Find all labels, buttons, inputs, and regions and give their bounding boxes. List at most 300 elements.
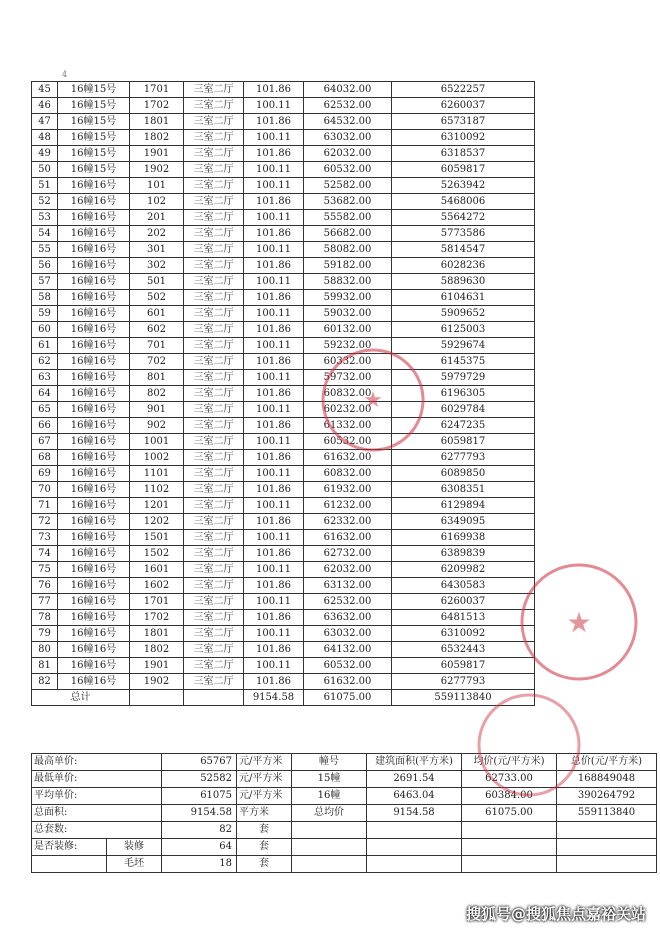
cell-layout: 三室二厅 bbox=[184, 434, 244, 450]
cell-layout: 三室二厅 bbox=[184, 306, 244, 322]
cell-area: 101.86 bbox=[244, 450, 304, 466]
cell-layout: 三室二厅 bbox=[184, 354, 244, 370]
cell-total: 6145375 bbox=[392, 354, 535, 370]
cell-seq: 82 bbox=[32, 674, 58, 690]
min-price-value: 52582 bbox=[162, 771, 237, 788]
cell-total: 5468006 bbox=[392, 194, 535, 210]
cell-layout: 三室二厅 bbox=[184, 290, 244, 306]
table-row bbox=[32, 114, 535, 130]
table-row bbox=[32, 466, 535, 482]
cell-unit: 1502 bbox=[130, 546, 184, 562]
cell-seq: 77 bbox=[32, 594, 58, 610]
cell-seq: 73 bbox=[32, 530, 58, 546]
cell-total: 5909652 bbox=[392, 306, 535, 322]
table-row bbox=[32, 338, 535, 354]
avg-header: 均价(元/平方米) bbox=[462, 754, 557, 771]
building-16-area: 6463.04 bbox=[367, 788, 462, 805]
cell-unit: 601 bbox=[130, 306, 184, 322]
cell-area: 101.86 bbox=[244, 258, 304, 274]
cell-layout: 三室二厅 bbox=[184, 642, 244, 658]
cell-layout: 三室二厅 bbox=[184, 242, 244, 258]
cell-layout: 三室二厅 bbox=[184, 322, 244, 338]
table-row bbox=[32, 642, 535, 658]
total-label: 总计 bbox=[32, 690, 130, 706]
cell-layout: 三室二厅 bbox=[184, 274, 244, 290]
cell-total: 6318537 bbox=[392, 146, 535, 162]
table-row bbox=[32, 514, 535, 530]
empty-cell bbox=[462, 822, 557, 839]
cell-building: 16幢15号 bbox=[58, 82, 130, 98]
cell-unit: 1602 bbox=[130, 578, 184, 594]
cell-layout: 三室二厅 bbox=[184, 162, 244, 178]
sqm-label: 平方米 bbox=[237, 805, 292, 822]
watermark-footer: 搜狐号@搜狐焦点嘉裕关站 bbox=[465, 905, 646, 923]
summary-row bbox=[32, 788, 657, 805]
cell-building: 16幢15号 bbox=[58, 114, 130, 130]
cell-total: 6059817 bbox=[392, 162, 535, 178]
table-row bbox=[32, 130, 535, 146]
cell-building: 16幢16号 bbox=[58, 194, 130, 210]
table-row bbox=[32, 594, 535, 610]
table-row bbox=[32, 562, 535, 578]
cell-area: 101.86 bbox=[244, 322, 304, 338]
cell-building: 16幢16号 bbox=[58, 658, 130, 674]
cell-price: 64132.00 bbox=[304, 642, 392, 658]
table-row bbox=[32, 450, 535, 466]
cell-price: 58832.00 bbox=[304, 274, 392, 290]
cell-price: 61632.00 bbox=[304, 530, 392, 546]
cell-area: 100.11 bbox=[244, 434, 304, 450]
cell-building: 16幢16号 bbox=[58, 434, 130, 450]
cell-layout: 三室二厅 bbox=[184, 562, 244, 578]
summary-row bbox=[32, 856, 657, 873]
cell-area: 100.11 bbox=[244, 402, 304, 418]
cell-total: 6260037 bbox=[392, 98, 535, 114]
cell-unit: 1701 bbox=[130, 594, 184, 610]
cell-area: 101.86 bbox=[244, 290, 304, 306]
cell-area: 101.86 bbox=[244, 146, 304, 162]
cell-layout: 三室二厅 bbox=[184, 210, 244, 226]
cell-unit: 1802 bbox=[130, 130, 184, 146]
cell-building: 16幢16号 bbox=[58, 258, 130, 274]
cell-unit: 1801 bbox=[130, 114, 184, 130]
cell-price: 60532.00 bbox=[304, 162, 392, 178]
cell-price: 60332.00 bbox=[304, 354, 392, 370]
cell-area: 100.11 bbox=[244, 370, 304, 386]
cell-area: 100.11 bbox=[244, 530, 304, 546]
cell-total: 6389839 bbox=[392, 546, 535, 562]
set-unit: 套 bbox=[237, 822, 292, 839]
cell-layout: 三室二厅 bbox=[184, 114, 244, 130]
cell-seq: 80 bbox=[32, 642, 58, 658]
cell-layout: 三室二厅 bbox=[184, 178, 244, 194]
cell-layout: 三室二厅 bbox=[184, 594, 244, 610]
cell-seq: 58 bbox=[32, 290, 58, 306]
cell-unit: 201 bbox=[130, 210, 184, 226]
cell-unit: 101 bbox=[130, 178, 184, 194]
cell-seq: 76 bbox=[32, 578, 58, 594]
cell-total: 6430583 bbox=[392, 578, 535, 594]
cell-building: 16幢16号 bbox=[58, 402, 130, 418]
cell-price: 64032.00 bbox=[304, 82, 392, 98]
cell-building: 16幢16号 bbox=[58, 642, 130, 658]
cell-unit: 1102 bbox=[130, 482, 184, 498]
cell-building: 16幢16号 bbox=[58, 178, 130, 194]
cell-price: 63632.00 bbox=[304, 610, 392, 626]
cell-seq: 75 bbox=[32, 562, 58, 578]
cell-area: 100.11 bbox=[244, 626, 304, 642]
cell-layout: 三室二厅 bbox=[184, 338, 244, 354]
building-16-total: 390264792 bbox=[557, 788, 657, 805]
cell-area: 100.11 bbox=[244, 338, 304, 354]
cell-building: 16幢16号 bbox=[58, 210, 130, 226]
cell-seq: 66 bbox=[32, 418, 58, 434]
total-avg-price: 61075.00 bbox=[304, 690, 392, 706]
summary-row bbox=[32, 771, 657, 788]
table-row bbox=[32, 210, 535, 226]
cell-seq: 68 bbox=[32, 450, 58, 466]
cell-layout: 三室二厅 bbox=[184, 258, 244, 274]
cell-building: 16幢16号 bbox=[58, 546, 130, 562]
cell-layout: 三室二厅 bbox=[184, 386, 244, 402]
cell-unit: 1902 bbox=[130, 162, 184, 178]
cell-total: 6277793 bbox=[392, 450, 535, 466]
empty-cell bbox=[367, 822, 462, 839]
cell-unit: 1702 bbox=[130, 610, 184, 626]
empty-cell bbox=[367, 839, 462, 856]
svg-text:★: ★ bbox=[566, 606, 592, 639]
cell-building: 16幢16号 bbox=[58, 674, 130, 690]
cell-total: 6260037 bbox=[392, 594, 535, 610]
building-16-avg: 60384.00 bbox=[462, 788, 557, 805]
cell-total: 5979729 bbox=[392, 370, 535, 386]
cell-unit: 602 bbox=[130, 322, 184, 338]
cell-area: 100.11 bbox=[244, 178, 304, 194]
cell-seq: 45 bbox=[32, 82, 58, 98]
cell-unit: 702 bbox=[130, 354, 184, 370]
cell-seq: 53 bbox=[32, 210, 58, 226]
cell-building: 16幢16号 bbox=[58, 530, 130, 546]
table-row bbox=[32, 162, 535, 178]
cell-unit: 1101 bbox=[130, 466, 184, 482]
cell-total: 6104631 bbox=[392, 290, 535, 306]
empty-cell bbox=[367, 856, 462, 873]
cell-layout: 三室二厅 bbox=[184, 482, 244, 498]
cell-total: 5564272 bbox=[392, 210, 535, 226]
cell-layout: 三室二厅 bbox=[184, 498, 244, 514]
max-price-value: 65767 bbox=[162, 754, 237, 771]
cell-layout: 三室二厅 bbox=[184, 610, 244, 626]
cell-price: 63032.00 bbox=[304, 626, 392, 642]
cell-unit: 202 bbox=[130, 226, 184, 242]
cell-price: 58082.00 bbox=[304, 242, 392, 258]
cell-total: 6532443 bbox=[392, 642, 535, 658]
cell-total: 5773586 bbox=[392, 226, 535, 242]
max-price-label: 最高单价: bbox=[32, 754, 162, 771]
cell-area: 100.11 bbox=[244, 594, 304, 610]
rough-count: 18 bbox=[162, 856, 237, 873]
cell-seq: 78 bbox=[32, 610, 58, 626]
cell-area: 101.86 bbox=[244, 82, 304, 98]
cell-unit: 1901 bbox=[130, 658, 184, 674]
cell-seq: 51 bbox=[32, 178, 58, 194]
table-row bbox=[32, 194, 535, 210]
cell-building: 16幢15号 bbox=[58, 146, 130, 162]
cell-unit: 902 bbox=[130, 418, 184, 434]
cell-layout: 三室二厅 bbox=[184, 658, 244, 674]
building-15-area: 2691.54 bbox=[367, 771, 462, 788]
cell-price: 61632.00 bbox=[304, 450, 392, 466]
cell-price: 62032.00 bbox=[304, 562, 392, 578]
svg-text:★: ★ bbox=[363, 388, 383, 413]
unit-label: 元/平方米 bbox=[237, 771, 292, 788]
cell-area: 100.11 bbox=[244, 562, 304, 578]
building-15-avg: 62733.00 bbox=[462, 771, 557, 788]
cell-building: 16幢16号 bbox=[58, 306, 130, 322]
cell-total: 6029784 bbox=[392, 402, 535, 418]
cell-unit: 1901 bbox=[130, 146, 184, 162]
cell-price: 60832.00 bbox=[304, 466, 392, 482]
cell-price: 60832.00 bbox=[304, 386, 392, 402]
empty-cell bbox=[557, 839, 657, 856]
cell-area: 101.86 bbox=[244, 386, 304, 402]
cell-price: 60132.00 bbox=[304, 322, 392, 338]
cell-layout: 三室二厅 bbox=[184, 370, 244, 386]
cell-area: 100.11 bbox=[244, 242, 304, 258]
cell-building: 16幢16号 bbox=[58, 242, 130, 258]
cell-building: 16幢16号 bbox=[58, 466, 130, 482]
cell-price: 60532.00 bbox=[304, 434, 392, 450]
cell-seq: 71 bbox=[32, 498, 58, 514]
cell-area: 100.11 bbox=[244, 274, 304, 290]
building-16-name: 16幢 bbox=[292, 788, 367, 805]
cell-price: 63132.00 bbox=[304, 578, 392, 594]
summary-row bbox=[32, 754, 657, 771]
cell-layout: 三室二厅 bbox=[184, 402, 244, 418]
total-sets-value: 82 bbox=[162, 822, 237, 839]
cell-unit: 1702 bbox=[130, 98, 184, 114]
cell-total: 5929674 bbox=[392, 338, 535, 354]
cell-price: 59032.00 bbox=[304, 306, 392, 322]
cell-unit: 1001 bbox=[130, 434, 184, 450]
cell-area: 101.86 bbox=[244, 194, 304, 210]
cell-total: 6089850 bbox=[392, 466, 535, 482]
cell-total: 6310092 bbox=[392, 626, 535, 642]
cell-unit: 1002 bbox=[130, 450, 184, 466]
cell-price: 62332.00 bbox=[304, 514, 392, 530]
building-15-total: 168849048 bbox=[557, 771, 657, 788]
cell-price: 61332.00 bbox=[304, 418, 392, 434]
table-row bbox=[32, 322, 535, 338]
cell-unit: 1202 bbox=[130, 514, 184, 530]
overall-avg: 61075.00 bbox=[462, 805, 557, 822]
empty-cell bbox=[462, 839, 557, 856]
cell-seq: 55 bbox=[32, 242, 58, 258]
cell-price: 59732.00 bbox=[304, 370, 392, 386]
cell-building: 16幢16号 bbox=[58, 354, 130, 370]
cell-total: 6209982 bbox=[392, 562, 535, 578]
cell-price: 55582.00 bbox=[304, 210, 392, 226]
cell-price: 61932.00 bbox=[304, 482, 392, 498]
table-row bbox=[32, 610, 535, 626]
table-row bbox=[32, 434, 535, 450]
cell-building: 16幢16号 bbox=[58, 386, 130, 402]
cell-seq: 56 bbox=[32, 258, 58, 274]
cell-seq: 69 bbox=[32, 466, 58, 482]
cell-seq: 65 bbox=[32, 402, 58, 418]
cell-total: 6277793 bbox=[392, 674, 535, 690]
table-row bbox=[32, 274, 535, 290]
building-15-name: 15幢 bbox=[292, 771, 367, 788]
decorated-type: 装修 bbox=[107, 839, 162, 856]
cell-total: 6247235 bbox=[392, 418, 535, 434]
cell-layout: 三室二厅 bbox=[184, 130, 244, 146]
cell-area: 101.86 bbox=[244, 514, 304, 530]
cell-area: 101.86 bbox=[244, 546, 304, 562]
overall-label: 总均价 bbox=[292, 805, 367, 822]
cell-price: 63032.00 bbox=[304, 130, 392, 146]
cell-price: 60532.00 bbox=[304, 658, 392, 674]
table-row bbox=[32, 82, 535, 98]
cell-layout: 三室二厅 bbox=[184, 418, 244, 434]
cell-unit: 102 bbox=[130, 194, 184, 210]
cell-seq: 54 bbox=[32, 226, 58, 242]
cell-building: 16幢16号 bbox=[58, 290, 130, 306]
total-area-label: 总面积: bbox=[32, 805, 162, 822]
decorated-label: 是否装修: bbox=[32, 839, 107, 856]
cell-total: 5814547 bbox=[392, 242, 535, 258]
total-empty-cell bbox=[184, 690, 244, 706]
cell-total: 5889630 bbox=[392, 274, 535, 290]
cell-area: 101.86 bbox=[244, 674, 304, 690]
cell-seq: 59 bbox=[32, 306, 58, 322]
building-header: 幢号 bbox=[292, 754, 367, 771]
rough-type: 毛坯 bbox=[107, 856, 162, 873]
cell-area: 101.86 bbox=[244, 226, 304, 242]
cell-area: 100.11 bbox=[244, 162, 304, 178]
cell-layout: 三室二厅 bbox=[184, 450, 244, 466]
cell-price: 61632.00 bbox=[304, 674, 392, 690]
cell-area: 100.11 bbox=[244, 658, 304, 674]
cell-building: 16幢16号 bbox=[58, 578, 130, 594]
cell-area: 100.11 bbox=[244, 130, 304, 146]
cell-total: 6059817 bbox=[392, 658, 535, 674]
cell-building: 16幢16号 bbox=[58, 418, 130, 434]
cell-area: 100.11 bbox=[244, 98, 304, 114]
cell-price: 62732.00 bbox=[304, 546, 392, 562]
cell-area: 101.86 bbox=[244, 482, 304, 498]
cell-layout: 三室二厅 bbox=[184, 530, 244, 546]
cell-seq: 60 bbox=[32, 322, 58, 338]
unit-label: 元/平方米 bbox=[237, 754, 292, 771]
overall-total: 559113840 bbox=[557, 805, 657, 822]
cell-price: 62032.00 bbox=[304, 146, 392, 162]
total-header: 总价(元/平方米) bbox=[557, 754, 657, 771]
summary-row bbox=[32, 822, 657, 839]
cell-layout: 三室二厅 bbox=[184, 578, 244, 594]
cell-total: 6125003 bbox=[392, 322, 535, 338]
cell-unit: 701 bbox=[130, 338, 184, 354]
cell-area: 100.11 bbox=[244, 498, 304, 514]
empty-cell bbox=[292, 822, 367, 839]
table-row bbox=[32, 386, 535, 402]
cell-price: 59932.00 bbox=[304, 290, 392, 306]
total-amount: 559113840 bbox=[392, 690, 535, 706]
cell-building: 16幢16号 bbox=[58, 610, 130, 626]
table-row bbox=[32, 258, 535, 274]
cell-seq: 63 bbox=[32, 370, 58, 386]
cell-building: 16幢16号 bbox=[58, 370, 130, 386]
cell-total: 6573187 bbox=[392, 114, 535, 130]
table-row bbox=[32, 626, 535, 642]
cell-price: 62532.00 bbox=[304, 594, 392, 610]
cell-seq: 67 bbox=[32, 434, 58, 450]
cell-unit: 801 bbox=[130, 370, 184, 386]
cell-seq: 57 bbox=[32, 274, 58, 290]
cell-seq: 48 bbox=[32, 130, 58, 146]
cell-area: 100.11 bbox=[244, 210, 304, 226]
cell-seq: 79 bbox=[32, 626, 58, 642]
empty-cell bbox=[557, 822, 657, 839]
cell-layout: 三室二厅 bbox=[184, 82, 244, 98]
cell-unit: 1801 bbox=[130, 626, 184, 642]
cell-area: 101.86 bbox=[244, 578, 304, 594]
cell-unit: 802 bbox=[130, 386, 184, 402]
cell-area: 101.86 bbox=[244, 642, 304, 658]
cell-price: 62532.00 bbox=[304, 98, 392, 114]
cell-price: 64532.00 bbox=[304, 114, 392, 130]
table-row bbox=[32, 306, 535, 322]
avg-price-value: 61075 bbox=[162, 788, 237, 805]
empty-cell bbox=[32, 856, 107, 873]
cell-total: 6310092 bbox=[392, 130, 535, 146]
cell-price: 52582.00 bbox=[304, 178, 392, 194]
cell-building: 16幢16号 bbox=[58, 626, 130, 642]
cell-total: 5263942 bbox=[392, 178, 535, 194]
table-row bbox=[32, 146, 535, 162]
cell-total: 6028236 bbox=[392, 258, 535, 274]
cell-building: 16幢16号 bbox=[58, 562, 130, 578]
cell-building: 16幢16号 bbox=[58, 322, 130, 338]
table-row bbox=[32, 178, 535, 194]
cell-seq: 74 bbox=[32, 546, 58, 562]
table-row bbox=[32, 370, 535, 386]
cell-unit: 1802 bbox=[130, 642, 184, 658]
table-row bbox=[32, 242, 535, 258]
page-mark: 4 bbox=[62, 70, 68, 79]
cell-layout: 三室二厅 bbox=[184, 226, 244, 242]
cell-layout: 三室二厅 bbox=[184, 674, 244, 690]
cell-layout: 三室二厅 bbox=[184, 466, 244, 482]
cell-unit: 1201 bbox=[130, 498, 184, 514]
table-row bbox=[32, 402, 535, 418]
cell-seq: 47 bbox=[32, 114, 58, 130]
table-row bbox=[32, 578, 535, 594]
empty-cell bbox=[292, 839, 367, 856]
total-area: 9154.58 bbox=[244, 690, 304, 706]
cell-seq: 52 bbox=[32, 194, 58, 210]
cell-total: 6308351 bbox=[392, 482, 535, 498]
table-row bbox=[32, 226, 535, 242]
cell-unit: 301 bbox=[130, 242, 184, 258]
total-row bbox=[32, 690, 535, 706]
empty-cell bbox=[557, 856, 657, 873]
cell-area: 101.86 bbox=[244, 354, 304, 370]
table-row bbox=[32, 658, 535, 674]
cell-price: 59232.00 bbox=[304, 338, 392, 354]
cell-unit: 502 bbox=[130, 290, 184, 306]
area-header: 建筑面积(平方米) bbox=[367, 754, 462, 771]
